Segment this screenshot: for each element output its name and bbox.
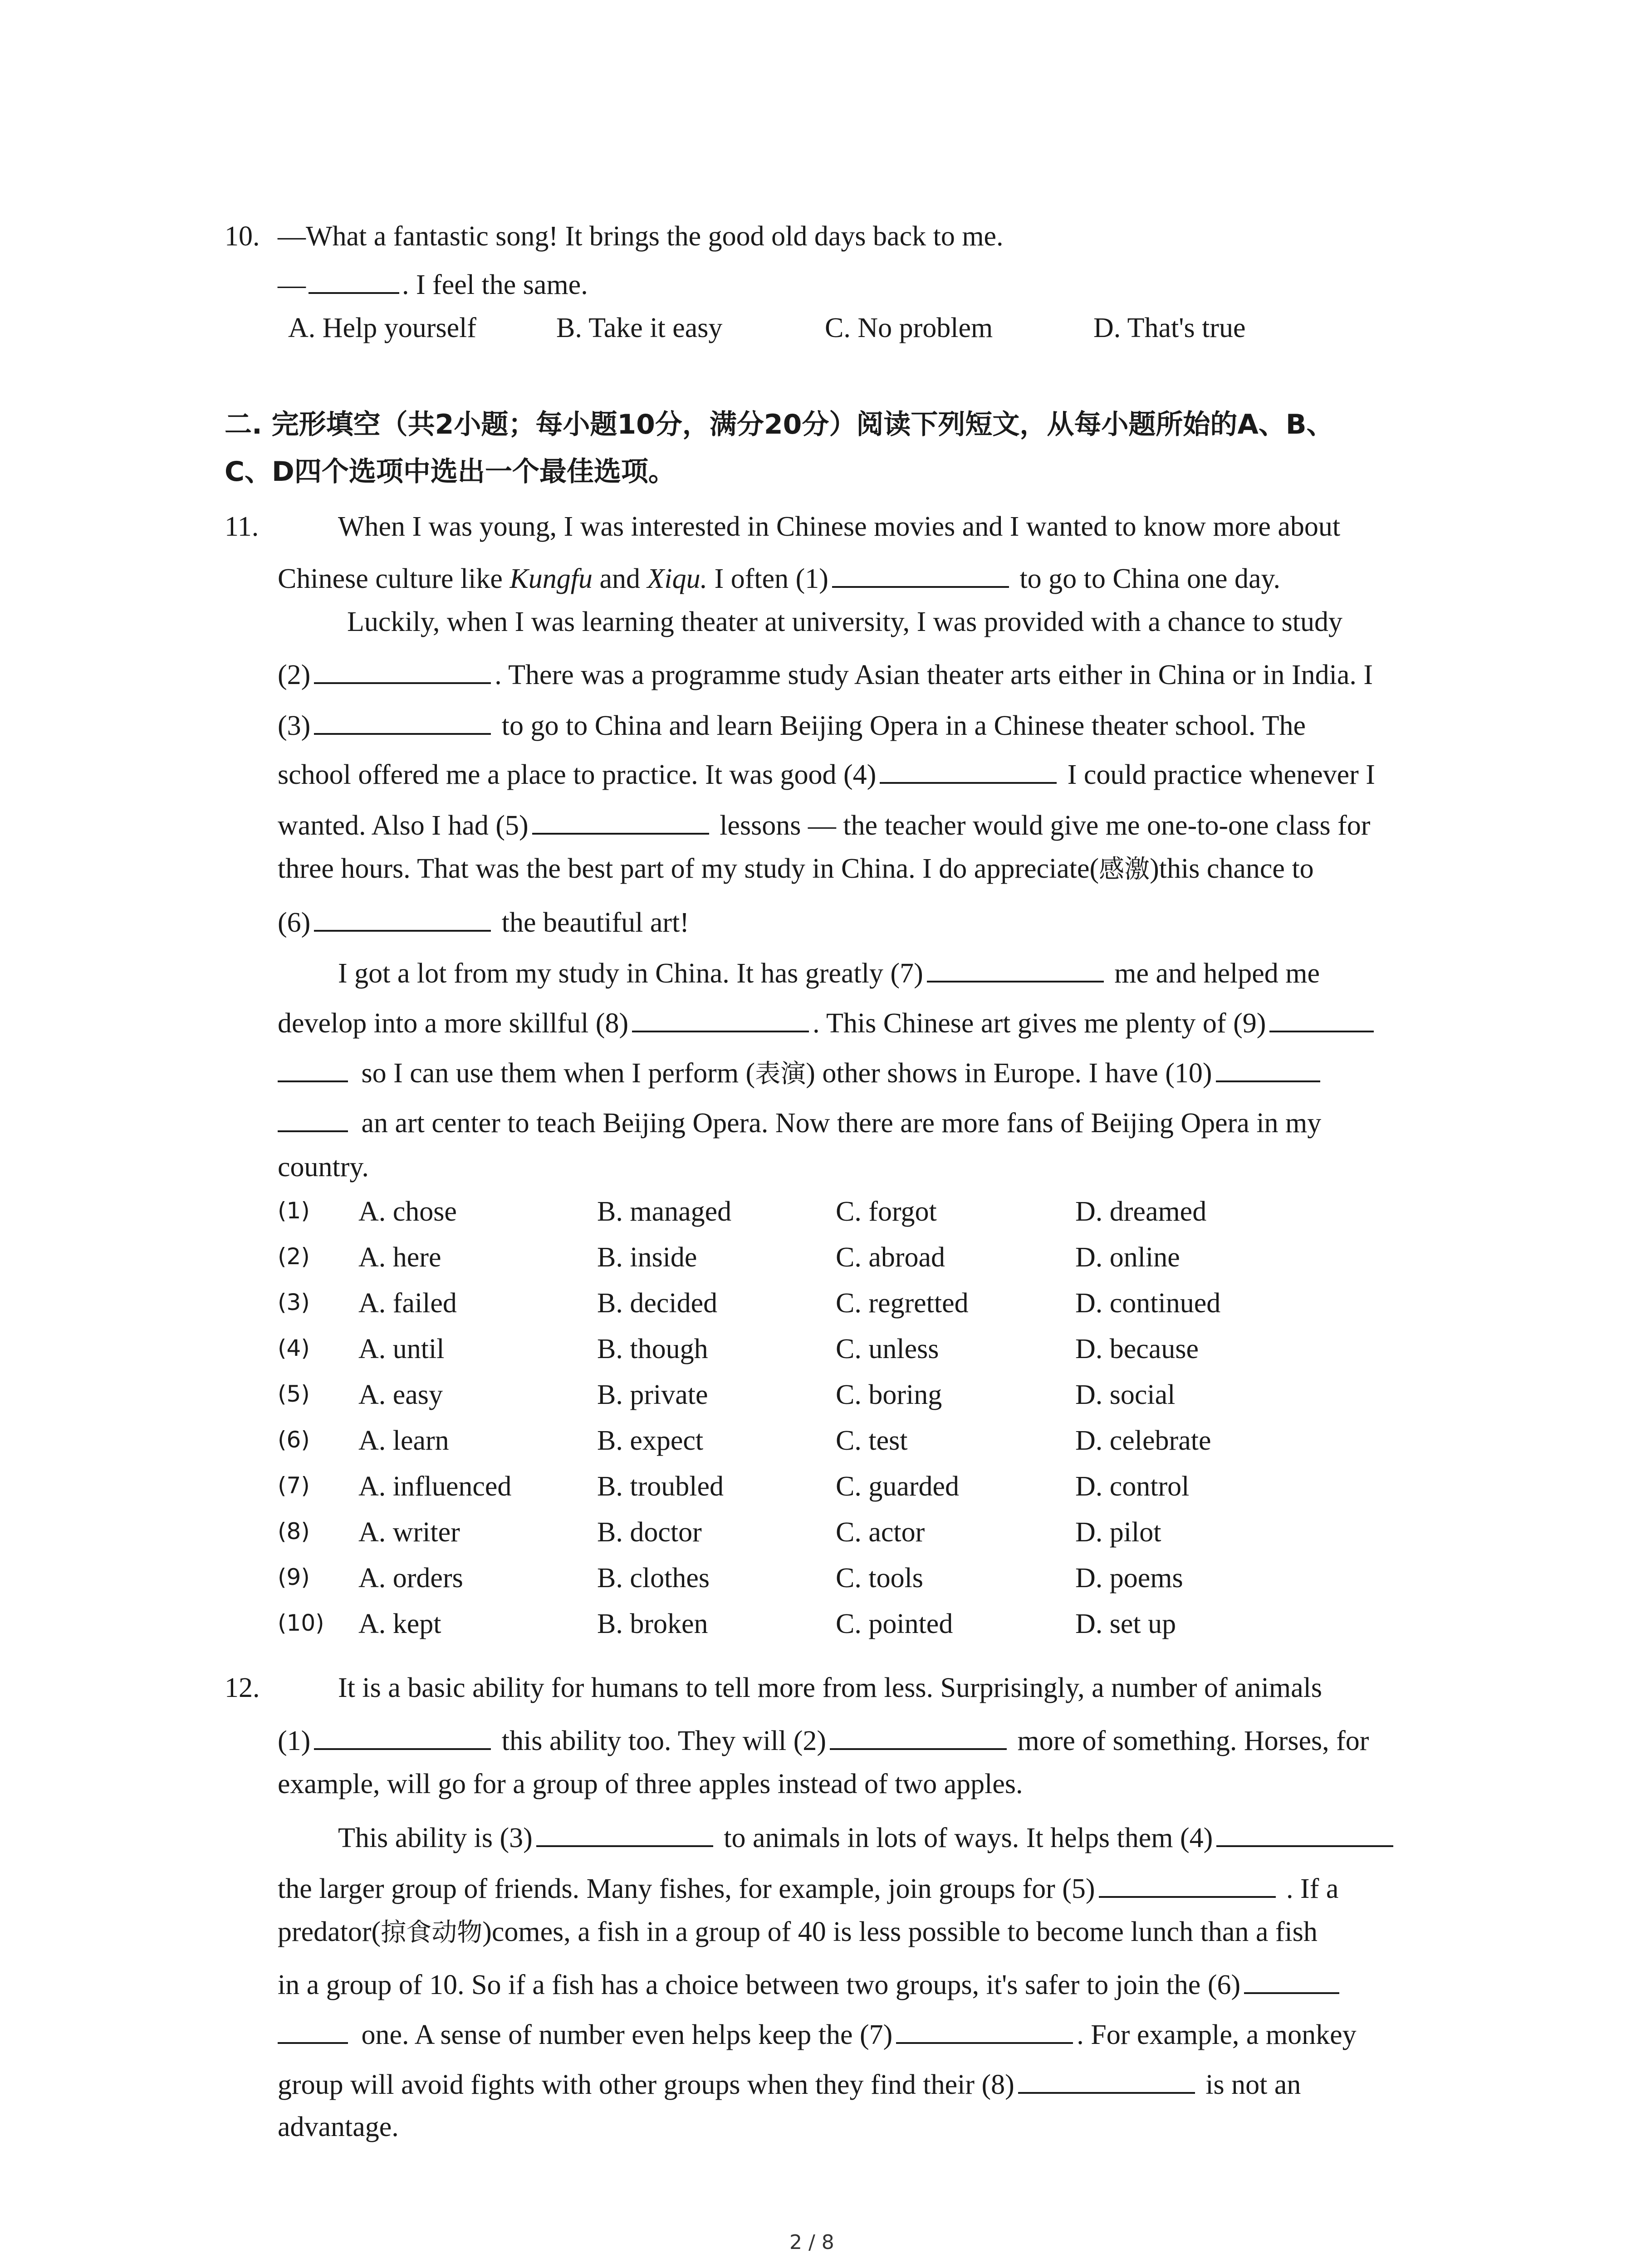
q11-line2: Chinese culture like Kungfu and Xiqu. I often (1) to go to China one day. [278,562,1280,593]
option-d: D. poems [1075,1563,1183,1593]
option-b: B. managed [597,1196,732,1227]
q11-number: 11. [225,511,259,542]
option-row-number: (5) [278,1381,310,1407]
blank-1 [314,1724,491,1750]
blank-8 [632,1006,809,1032]
blank-4 [1216,1821,1393,1847]
option-c: C. pointed [836,1608,953,1639]
q11-line3: Luckily, when I was learning theater at university, I was provided with a chance to study [347,606,1343,637]
q12-line7: in a group of 10. So if a fish has a choice between two groups, it's safer to join the (6) [278,1968,1339,1999]
option-d: D. celebrate [1075,1425,1211,1456]
q10-option-d: D. That's true [1093,313,1246,343]
option-c: C. forgot [836,1196,937,1227]
blank-7 [927,956,1104,982]
q10-option-b: B. Take it easy [556,313,723,343]
option-c: C. guarded [836,1471,960,1502]
q11-line7: wanted. Also I had (5) lessons — the teacher would give me one-to-one class for [278,808,1370,840]
option-a: A. orders [358,1563,463,1593]
q12-line1: It is a basic ability for humans to tell more from less. Surprisingly, a number of animals [338,1672,1323,1703]
blank-7 [896,2018,1073,2044]
option-row-number: (9) [278,1564,310,1590]
blank-9b [278,1056,348,1082]
option-row-number: (4) [278,1335,310,1361]
blank-6b [278,2018,348,2044]
blank-8 [1018,2068,1195,2094]
blank-6 [314,905,491,932]
option-d: D. pilot [1075,1517,1161,1548]
q12-line6: predator(掠食动物)comes, a fish in a group of 40 is less possible to become lunch than a fish [278,1916,1318,1947]
option-row-number: (7) [278,1472,310,1499]
blank-3 [314,709,491,735]
option-row-number: (2) [278,1243,310,1270]
option-row-number: (3) [278,1289,310,1315]
blank-6a [1244,1968,1339,1994]
blank-2 [830,1724,1007,1750]
blank-5 [532,808,709,835]
q11-line4: (2) . There was a programme study Asian theater arts either in China or in India. I [278,658,1373,689]
option-d: D. social [1075,1379,1176,1410]
option-a: A. easy [358,1379,443,1410]
option-row-number: (8) [278,1518,310,1545]
q10-line1: —What a fantastic song! It brings the good old days back to me. [278,221,1004,252]
q12-line10: advantage. [278,2112,399,2142]
q12-line3: example, will go for a group of three apples instead of two apples. [278,1769,1023,1799]
option-d: D. dreamed [1075,1196,1207,1227]
q11-line6: school offered me a place to practice. It was good (4) I could practice whenever I [278,758,1375,789]
option-a: A. chose [358,1196,457,1227]
q11-line11: develop into a more skillful (8) . This Chinese art gives me plenty of (9) [278,1006,1374,1037]
option-b: B. though [597,1334,708,1364]
q11-line8: three hours. That was the best part of my study in China. I do appreciate(感激)this chance to [278,853,1314,884]
option-a: A. influenced [358,1471,512,1502]
option-b: B. decided [597,1288,718,1319]
blank-10b [278,1106,348,1132]
option-c: C. regretted [836,1288,969,1319]
option-row-number: (1) [278,1198,310,1224]
q11-line9: (6) the beautiful art! [278,905,689,937]
blank-10a [1216,1056,1320,1082]
q10-option-a: A. Help yourself [288,313,476,343]
blank-9a [1269,1006,1374,1032]
option-d: D. control [1075,1471,1190,1502]
q11-line5: (3) to go to China and learn Beijing Opera in a Chinese theater school. The [278,709,1306,740]
q11-line1: When I was young, I was interested in Chinese movies and I wanted to know more about [338,511,1341,542]
page-number: 2 / 8 [789,2231,834,2254]
q11-line14: country. [278,1152,369,1183]
q12-line5: the larger group of friends. Many fishes, for example, join groups for (5) . If a [278,1872,1338,1903]
q12-number: 12. [225,1672,260,1703]
blank-1 [832,562,1009,588]
option-c: C. boring [836,1379,942,1410]
q12-line4: This ability is (3) to animals in lots of ways. It helps them (4) [338,1821,1397,1852]
q11-line13: an art center to teach Beijing Opera. Now there are more fans of Beijing Opera in my [278,1106,1321,1137]
option-d: D. set up [1075,1608,1176,1639]
option-d: D. continued [1075,1288,1221,1319]
q10-option-c: C. No problem [825,313,993,343]
option-c: C. tools [836,1563,923,1593]
option-a: A. here [358,1242,441,1273]
blank-4 [880,758,1057,784]
blank-3 [536,1821,713,1847]
option-c: C. test [836,1425,908,1456]
option-d: D. because [1075,1334,1199,1364]
q12-line2: (1) this ability too. They will (2) more of something. Horses, for [278,1724,1369,1755]
section2-heading-line2: C、D四个选项中选出一个最佳选项。 [225,456,676,488]
q10-line2: — . I feel the same. [278,268,588,299]
option-b: B. broken [597,1608,708,1639]
option-c: C. unless [836,1334,939,1364]
option-a: A. learn [358,1425,449,1456]
q12-line9: group will avoid fights with other groups when they find their (8) is not an [278,2068,1301,2099]
option-c: C. abroad [836,1242,945,1273]
option-a: A. until [358,1334,445,1364]
option-b: B. private [597,1379,708,1410]
option-row-number: (10) [278,1610,324,1636]
blank [309,268,399,294]
option-b: B. doctor [597,1517,702,1548]
option-a: A. failed [358,1288,457,1319]
q12-line8: one. A sense of number even helps keep the (7) . For example, a monkey [278,2018,1357,2049]
option-a: A. writer [358,1517,460,1548]
blank-2 [314,658,491,684]
option-a: A. kept [358,1608,441,1639]
option-b: B. expect [597,1425,704,1456]
option-b: B. clothes [597,1563,710,1593]
option-b: B. troubled [597,1471,724,1502]
option-d: D. online [1075,1242,1180,1273]
option-row-number: (6) [278,1427,310,1453]
q11-line10: I got a lot from my study in China. It has greatly (7) me and helped me [338,956,1320,987]
blank-5 [1099,1872,1276,1898]
option-c: C. actor [836,1517,925,1548]
option-b: B. inside [597,1242,697,1273]
q10-number: 10. [225,221,260,252]
section2-heading-line1: 二. 完形填空（共2小题；每小题10分，满分20分）阅读下列短文，从每小题所始的A、B、 [225,409,1334,440]
q11-line12: so I can use them when I perform (表演) other shows in Europe. I have (10) [278,1056,1320,1087]
